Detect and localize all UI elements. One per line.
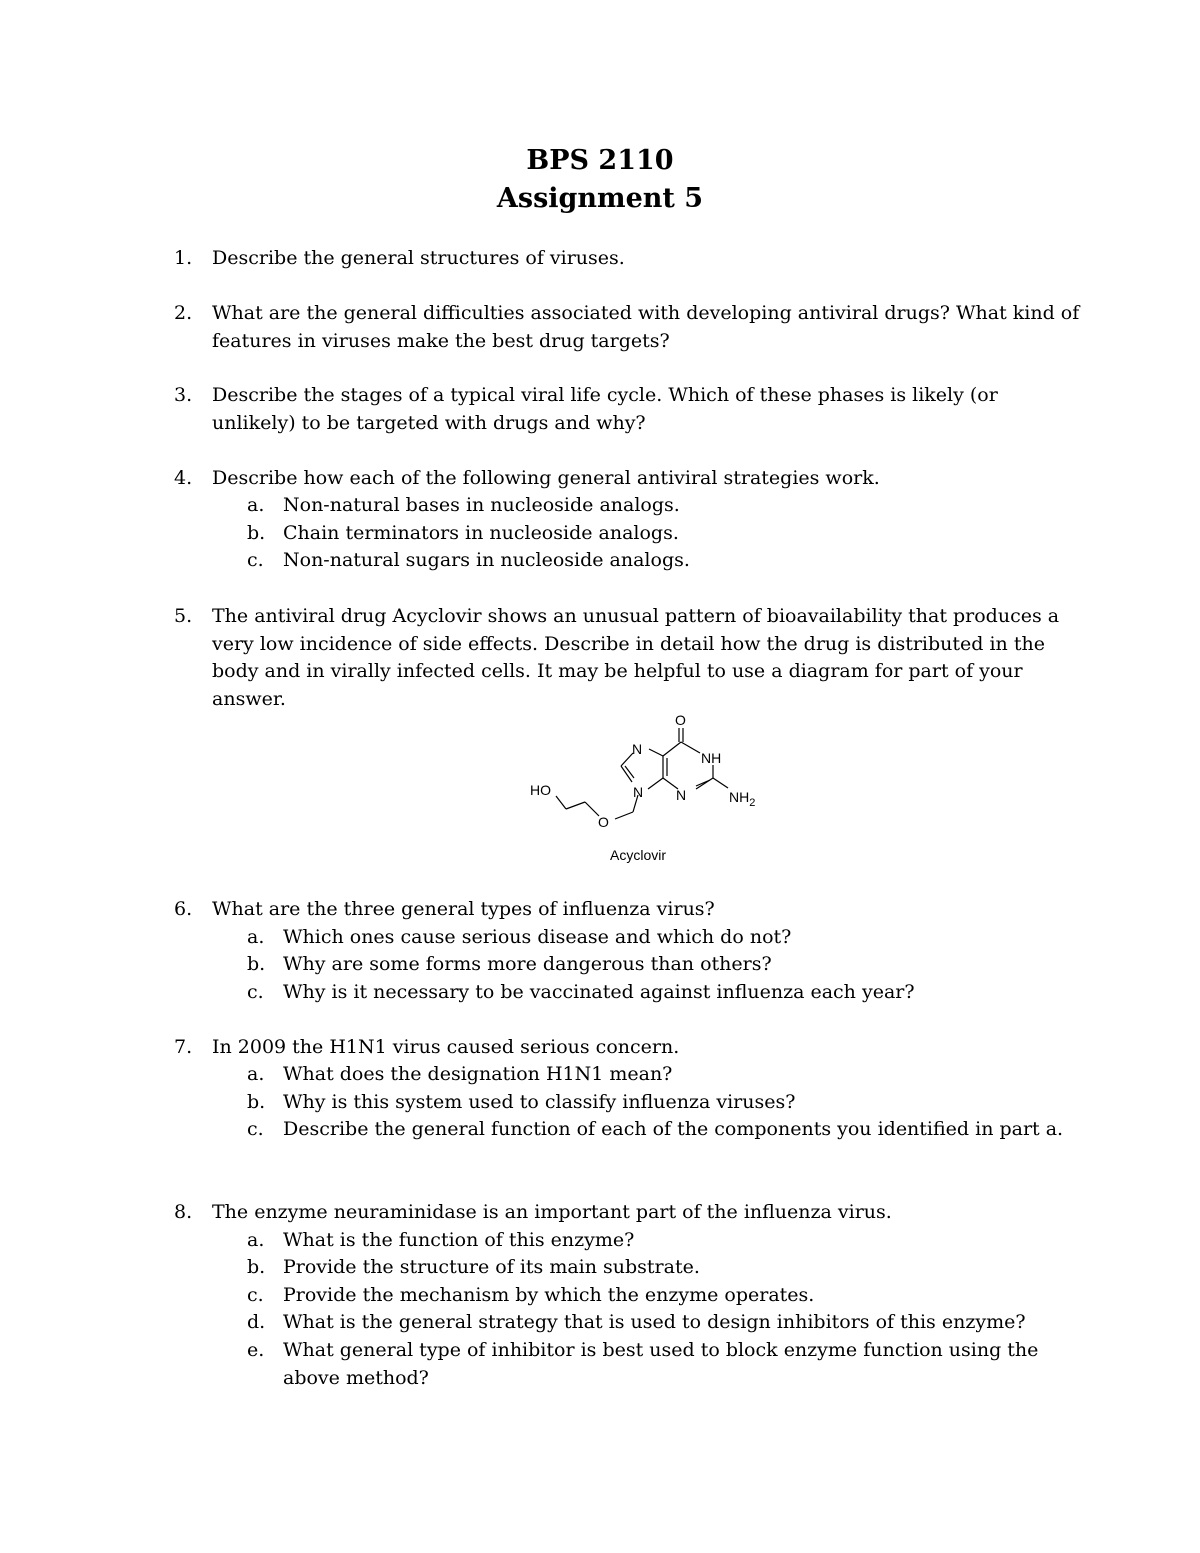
hydroxyl-label: HO <box>530 782 551 798</box>
question-number: 6. <box>174 898 193 920</box>
sub-question-text: Why is this system used to classify influenza viruses? <box>283 1091 796 1113</box>
course-title: BPS 2110 <box>526 145 674 176</box>
question-text: The antiviral drug Acyclovir shows an unusual pattern of bioavailability that produces a very low incidence of side effects. Describe in detail how the drug is distributed in the body and in virally infected cells. It may be helpful to use a diagram for part of your answer. <box>212 605 1060 710</box>
nitrogen-label: N <box>632 741 643 757</box>
sub-question-letter: a. <box>247 1229 265 1251</box>
sub-question-text: What general type of inhibitor is best used to block enzyme function using the above method? <box>283 1339 1039 1389</box>
question-text: What are the three general types of influenza virus? <box>212 898 715 920</box>
nitrogen-label: N <box>633 784 644 800</box>
sub-question-text: Provide the structure of its main substrate. <box>283 1256 700 1278</box>
question-text: What are the general difficulties associated with developing antiviral drugs? What kind of features in viruses make the best drug targets? <box>212 302 1080 352</box>
sub-question-text: Why is it necessary to be vaccinated against influenza each year? <box>283 981 915 1003</box>
sub-question-text: Chain terminators in nucleoside analogs. <box>283 522 679 544</box>
sub-question-letter: c. <box>247 1118 264 1140</box>
sub-question-letter: a. <box>247 926 265 948</box>
nh-label: NH <box>701 750 722 766</box>
question-text: Describe how each of the following general antiviral strategies work. <box>212 467 880 489</box>
nitrogen-label: N <box>676 787 687 803</box>
sub-question-letter: a. <box>247 1063 265 1085</box>
sub-question-text: What is the function of this enzyme? <box>283 1229 635 1251</box>
sub-question-letter: e. <box>247 1339 265 1361</box>
oxygen-label: O <box>675 712 686 728</box>
sub-question-text: What does the designation H1N1 mean? <box>283 1063 673 1085</box>
sub-question-text: Why are some forms more dangerous than others? <box>283 953 772 975</box>
sub-question-text: Non-natural sugars in nucleoside analogs. <box>283 549 690 571</box>
sub-question-text: What is the general strategy that is used to design inhibitors of this enzyme? <box>283 1311 1026 1333</box>
sub-question-letter: c. <box>247 981 264 1003</box>
question-number: 2. <box>174 302 193 324</box>
question-number: 5. <box>174 605 193 627</box>
question-number: 3. <box>174 384 193 406</box>
question-number: 7. <box>174 1036 193 1058</box>
amine-label: $NH_2$ <box>729 789 756 809</box>
sub-question-text: Non-natural bases in nucleoside analogs. <box>283 494 680 516</box>
acyclovir-structure-diagram <box>520 706 780 866</box>
question-text: In 2009 the H1N1 virus caused serious concern. <box>212 1036 680 1058</box>
sub-question-letter: b. <box>247 522 266 544</box>
question-number: 4. <box>174 467 193 489</box>
sub-question-letter: d. <box>247 1311 266 1333</box>
question-text: Describe the general structures of viruses. <box>212 247 625 269</box>
sub-question-text: Provide the mechanism by which the enzyme operates. <box>283 1284 815 1306</box>
assignment-title: Assignment 5 <box>496 183 704 214</box>
figure-caption: Acyclovir <box>610 847 667 863</box>
sub-question-text: Which ones cause serious disease and which do not? <box>283 926 792 948</box>
sub-question-letter: c. <box>247 1284 264 1306</box>
question-text: The enzyme neuraminidase is an important part of the influenza virus. <box>212 1201 892 1223</box>
sub-question-letter: b. <box>247 953 266 975</box>
sub-question-letter: a. <box>247 494 265 516</box>
question-number: 1. <box>174 247 193 269</box>
question-number: 8. <box>174 1201 193 1223</box>
sub-question-text: Describe the general function of each of the components you identified in part a. <box>283 1118 1064 1140</box>
sub-question-letter: b. <box>247 1256 266 1278</box>
ether-oxygen-label: O <box>598 814 609 830</box>
question-text: Describe the stages of a typical viral life cycle. Which of these phases is likely (or unlikely) to be targeted with drugs and why? <box>212 384 998 434</box>
sub-question-letter: b. <box>247 1091 266 1113</box>
sub-question-letter: c. <box>247 549 264 571</box>
